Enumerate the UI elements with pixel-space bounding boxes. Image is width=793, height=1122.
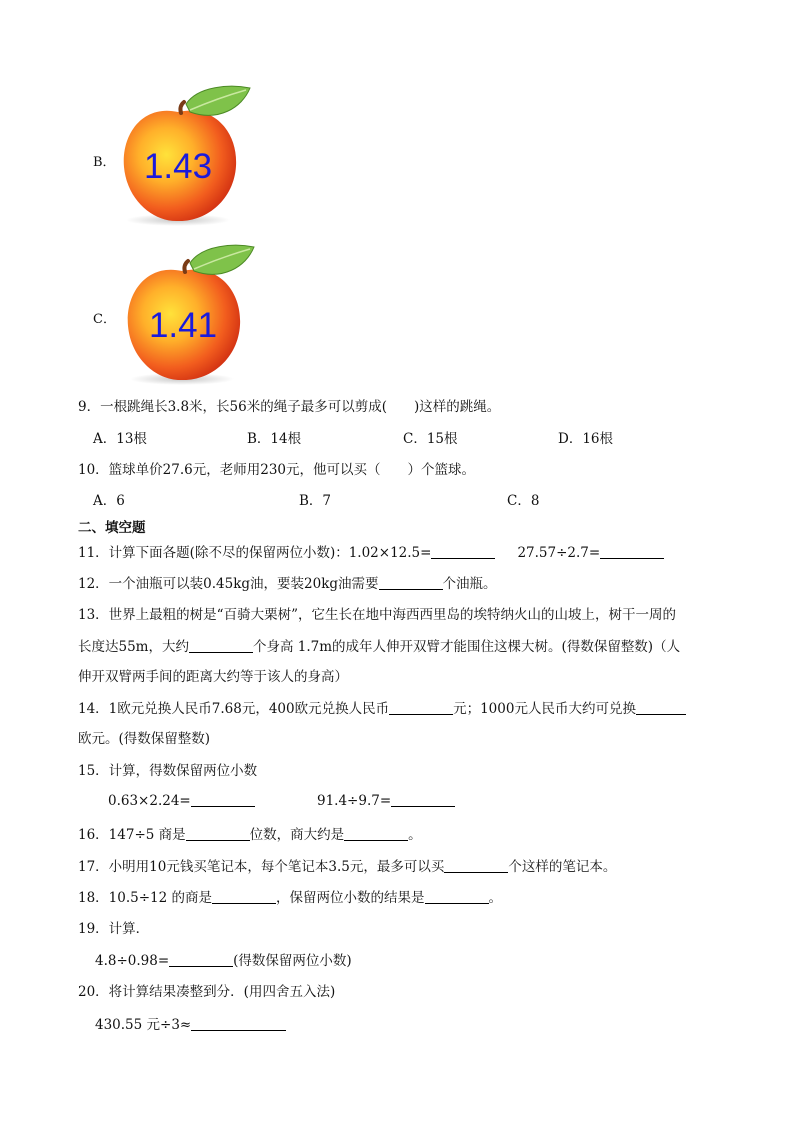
- answer-blank[interactable]: [600, 544, 664, 559]
- peach-number-b: 1.43: [143, 147, 213, 186]
- q16-part-b: 位数，商大约是: [249, 827, 345, 843]
- q11-part-b: 27.57÷2.7=: [517, 545, 601, 561]
- q16-part-a: 16．147÷5 商是: [78, 827, 186, 843]
- q11-part-a: 11．计算下面各题(除不尽的保留两位小数)：1.02×12.5=: [78, 545, 432, 561]
- answer-blank[interactable]: [379, 575, 443, 590]
- answer-blank[interactable]: [212, 889, 276, 904]
- answer-blank[interactable]: [425, 889, 489, 904]
- q19-expr: 4.8÷0.98=: [95, 953, 170, 969]
- question-15: 15．计算，得数保留两位小数: [78, 763, 258, 779]
- q20-item: [95, 1013, 286, 1033]
- answer-blank[interactable]: [389, 700, 453, 715]
- question-14-line-2: 欧元。(得数保留整数): [78, 731, 211, 747]
- question-16: [78, 823, 422, 843]
- answer-blank[interactable]: [391, 792, 455, 807]
- answer-blank[interactable]: [191, 792, 255, 807]
- peach-image-c: [120, 241, 258, 389]
- answer-blank[interactable]: [344, 826, 408, 841]
- q14-part-b: 元；1000元人民币大约可兑换: [453, 701, 636, 717]
- question-12: [78, 572, 497, 592]
- q9-option-d: D．16根: [558, 431, 614, 447]
- question-10: 10．篮球单价27.6元，老师用230元，他可以买（ ）个篮球。: [78, 462, 476, 478]
- q18-part-a: 18．10.5÷12 的商是: [78, 890, 213, 906]
- question-13-line-1: 13．世界上最粗的树是“百骑大栗树”，它生长在地中海西西里岛的埃特纳火山的山坡上，树干一周的: [78, 607, 676, 623]
- answer-blank[interactable]: [431, 544, 495, 559]
- q9-option-c: C．15根: [403, 431, 458, 447]
- q15-expr-b: 91.4÷9.7=: [317, 793, 392, 809]
- q9-option-a: A．13根: [93, 431, 147, 447]
- peach-image-b: [118, 82, 256, 230]
- question-13-line-2: [78, 635, 680, 655]
- section-heading-fill-blank: 二、填空题: [78, 520, 146, 536]
- q19-note: (得数保留两位小数): [233, 953, 352, 969]
- q20-expr: 430.55 元÷3≈: [95, 1017, 192, 1033]
- answer-blank[interactable]: [189, 638, 253, 653]
- question-14-line-1: [78, 697, 686, 717]
- q16-part-c: 。: [408, 827, 422, 843]
- answer-blank[interactable]: [186, 826, 250, 841]
- question-11: [78, 541, 664, 561]
- answer-blank[interactable]: [444, 858, 508, 873]
- q12-part-b: 个油瓶。: [442, 576, 497, 592]
- option-c-label: C．: [93, 312, 116, 327]
- q15-item-a: [108, 792, 255, 809]
- q12-part-a: 12．一个油瓶可以装0.45kg油，要装20kg油需要: [78, 576, 379, 592]
- question-9: 9．一根跳绳长3.8米，长56米的绳子最多可以剪成( )这样的跳绳。: [78, 399, 501, 415]
- q17-part-b: 个这样的笔记本。: [508, 859, 617, 875]
- question-19: 19．计算．: [78, 921, 150, 937]
- answer-blank[interactable]: [191, 1016, 286, 1031]
- answer-blank[interactable]: [169, 952, 233, 967]
- q18-part-b: ，保留两位小数的结果是: [276, 890, 425, 906]
- q18-part-c: 。: [488, 890, 503, 906]
- q9-option-b: B．14根: [247, 431, 302, 447]
- question-20: 20．将计算结果凑整到分．(用四舍五入法): [78, 984, 336, 1000]
- question-18: [78, 886, 502, 906]
- q15-item-b: [317, 792, 455, 809]
- q14-part-a: 14．1欧元兑换人民币7.68元，400欧元兑换人民币: [78, 701, 390, 717]
- question-13-line-3: 伸开双臂两手间的距离大约等于该人的身高）: [78, 669, 348, 685]
- q17-part-a: 17．小明用10元钱买笔记本，每个笔记本3.5元，最多可以买: [78, 859, 445, 875]
- q10-option-c: C．8: [507, 493, 540, 509]
- q10-option-b: B．7: [299, 493, 332, 509]
- q10-option-a: A．6: [93, 493, 125, 509]
- peach-number-c: 1.41: [148, 306, 218, 345]
- q19-item: [95, 949, 352, 969]
- answer-blank[interactable]: [636, 700, 686, 715]
- q15-expr-a: 0.63×2.24=: [108, 793, 191, 809]
- q13-part-a: 长度达55m，大约: [78, 639, 189, 655]
- question-17: [78, 855, 616, 875]
- q13-part-b: 个身高 1.7m的成年人伸开双臂才能围住这棵大树。(得数保留整数)（人: [252, 639, 681, 655]
- option-b-label: B．: [93, 155, 116, 170]
